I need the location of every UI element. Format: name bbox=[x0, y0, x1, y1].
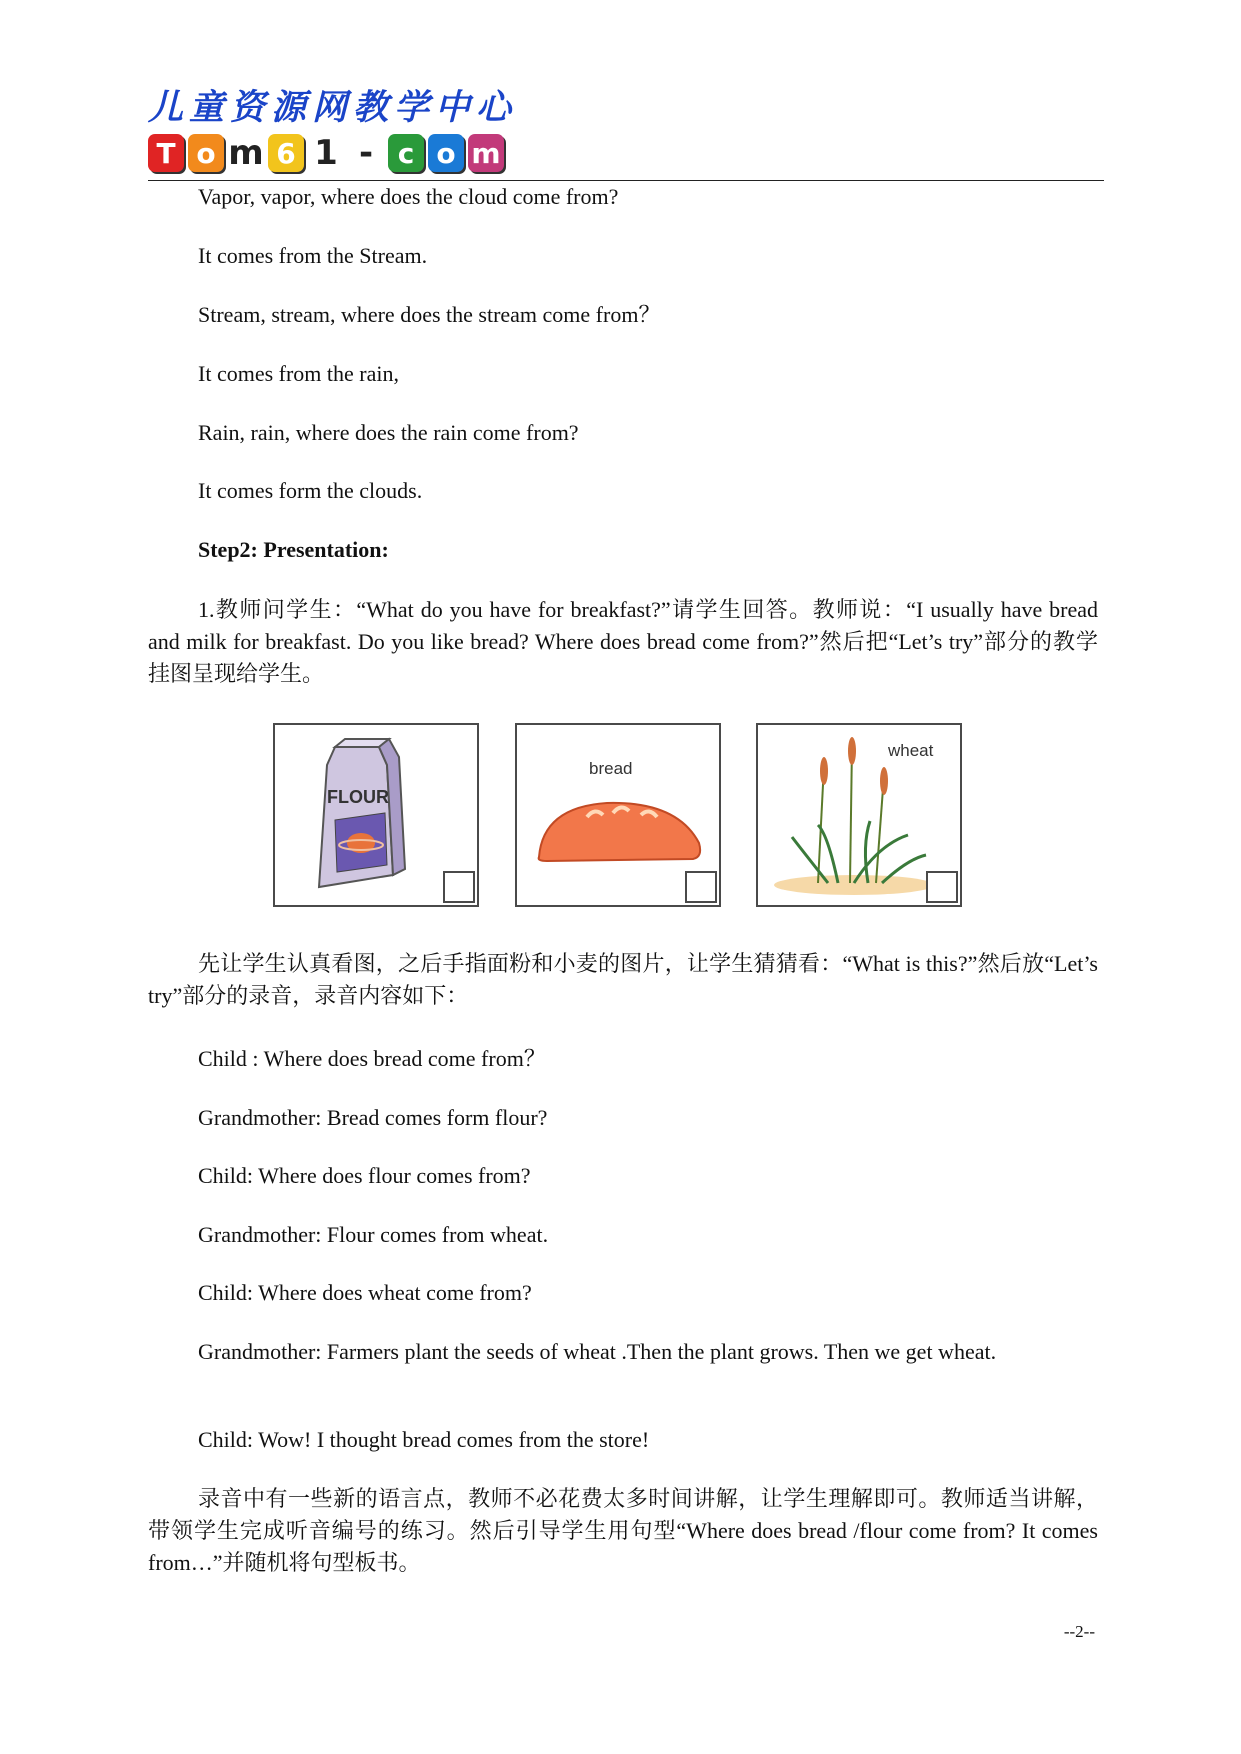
section-heading-step2: Step2: Presentation: bbox=[198, 537, 389, 562]
logo-tile: o bbox=[428, 134, 464, 172]
number-box bbox=[685, 871, 717, 903]
paragraph-instructions: 先让学生认真看图，之后手指面粉和小麦的图片，让学生猜猜看：“What is this?”然后放“Let’s try”部分的录音，录音内容如下： bbox=[148, 951, 1098, 1008]
logo-tiles bbox=[148, 134, 508, 172]
figure-bread bbox=[515, 723, 721, 907]
dialog-line-6: Grandmother: Farmers plant the seeds of wheat .Then the plant grows. Then we get wheat. bbox=[198, 1339, 997, 1364]
figure-wheat bbox=[756, 723, 962, 907]
logo-tile: - bbox=[358, 133, 374, 173]
logo-tile: m bbox=[468, 134, 504, 172]
logo-tile: m bbox=[228, 133, 264, 173]
dialog-line-3: Child: Where does flour comes from? bbox=[198, 1163, 531, 1188]
dialog-line-5: Child: Where does wheat come from? bbox=[198, 1280, 532, 1305]
flour-bag-text: FLOUR bbox=[327, 787, 389, 807]
dialog-line-7: Child: Wow! I thought bread comes from the store! bbox=[198, 1427, 650, 1452]
text-line-6: It comes form the clouds. bbox=[198, 478, 423, 503]
logo-tile: c bbox=[388, 134, 424, 172]
site-logo bbox=[148, 88, 1104, 180]
dialog-line-1: Child : Where does bread come from？ bbox=[198, 1046, 546, 1071]
logo-tile: 6 bbox=[268, 134, 304, 172]
text-line-1: Vapor, vapor, where does the cloud come from? bbox=[198, 184, 619, 209]
logo-chinese-title: 儿童资源网教学中心 bbox=[148, 88, 518, 128]
page-number: --2-- bbox=[1063, 1622, 1095, 1641]
dialog-line-2: Grandmother: Bread comes form flour? bbox=[198, 1105, 548, 1130]
logo-tile: T bbox=[148, 134, 184, 172]
number-box bbox=[443, 871, 475, 903]
wheat-label: wheat bbox=[888, 741, 934, 760]
logo-tile: o bbox=[188, 134, 224, 172]
dialog-line-4: Grandmother: Flour comes from wheat. bbox=[198, 1222, 549, 1247]
text-line-3: Stream, stream, where does the stream come from？ bbox=[198, 302, 661, 327]
text-line-4: It comes from the rain, bbox=[198, 361, 399, 386]
text-line-2: It comes from the Stream. bbox=[198, 243, 428, 268]
logo-tile: 1 bbox=[314, 133, 338, 173]
paragraph-notes: 录音中有一些新的语言点，教师不必花费太多时间讲解，让学生理解即可。教师适当讲解，带领学生完成听音编号的练习。然后引导学生用句型“Where does bread /flour come from? It comes from…”并随机将句型板书。 bbox=[148, 1486, 1098, 1575]
bread-label: bread bbox=[589, 759, 633, 778]
number-box bbox=[926, 871, 958, 903]
paragraph-intro: 1.教师问学生：“What do you have for breakfast?”请学生回答。教师说：“I usually have bread and milk for breakfast. Do you like bread? Where does bread come from?”然后把“Let’s try”部分的教学挂图呈现给学生。 bbox=[148, 597, 1098, 686]
figure-flour bbox=[273, 723, 479, 907]
text-line-5: Rain, rain, where does the rain come from? bbox=[198, 420, 579, 445]
